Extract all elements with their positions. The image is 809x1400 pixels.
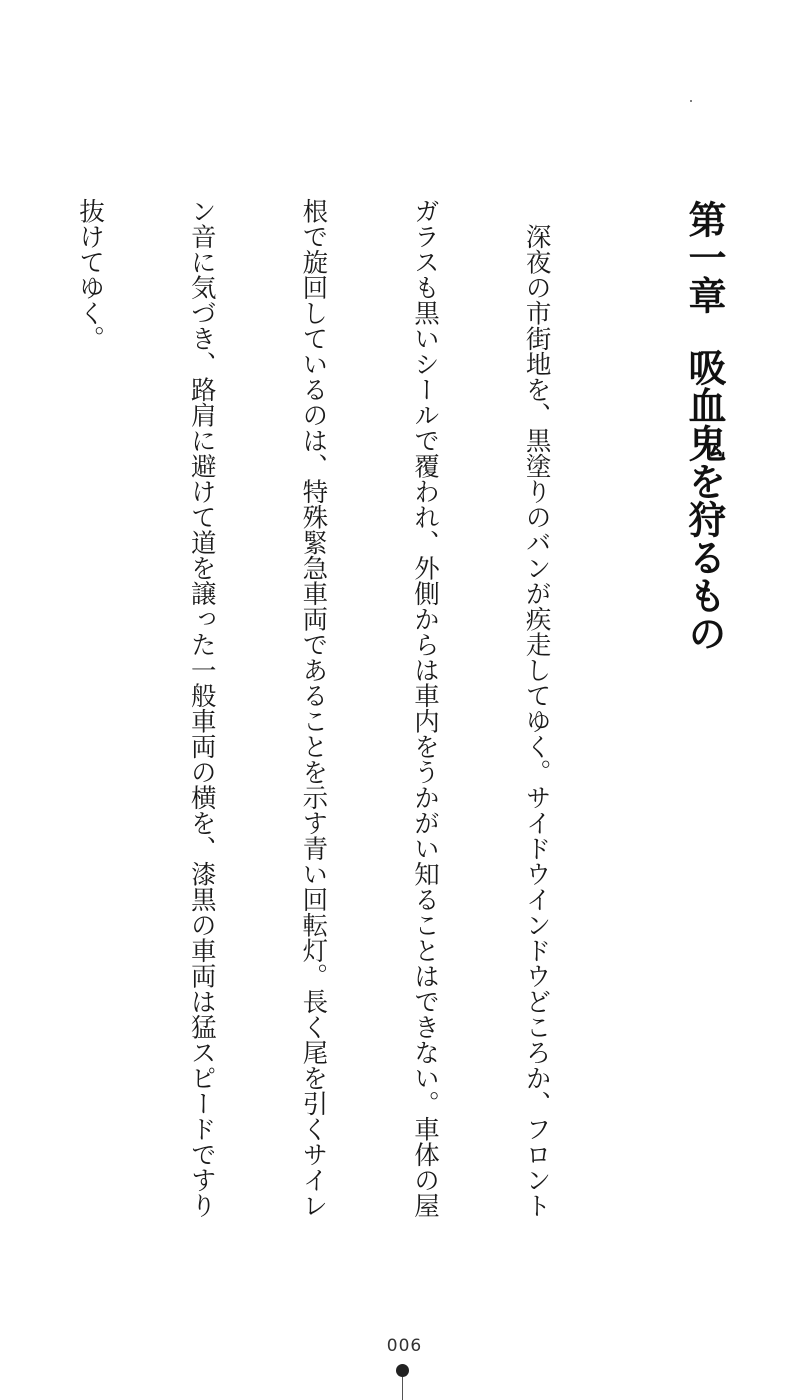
body-text [0, 198, 629, 1218]
chapter-label: 第一章 [682, 200, 727, 314]
chapter-heading [676, 200, 732, 652]
page-marker-dot [396, 1364, 409, 1377]
body-line: ガラスも黒いシールで覆われ、外側からは車内をうかがい知ることはできない。車体の屋 [409, 198, 440, 1218]
body-line: 根で旋回しているのは、特殊緊急車両であることを示す青い回転灯。長く尾を引くサイレ [298, 198, 329, 1218]
page-marker-line [402, 1377, 403, 1400]
body-line: 抜けてゆく。 [75, 198, 106, 351]
body-line: 深夜の市街地を、黒塗りのバンが疾走してゆく。サイドウインドウどころか、フロント [521, 198, 552, 1218]
page-number: 006 [386, 1336, 423, 1356]
body-line: ン音に気づき、路肩に避けて道を譲った一般車両の横を、漆黒の車両は猛スピードですり [186, 198, 217, 1218]
chapter-title: 吸血鬼を狩るもの [682, 348, 727, 652]
print-speck [690, 100, 692, 102]
